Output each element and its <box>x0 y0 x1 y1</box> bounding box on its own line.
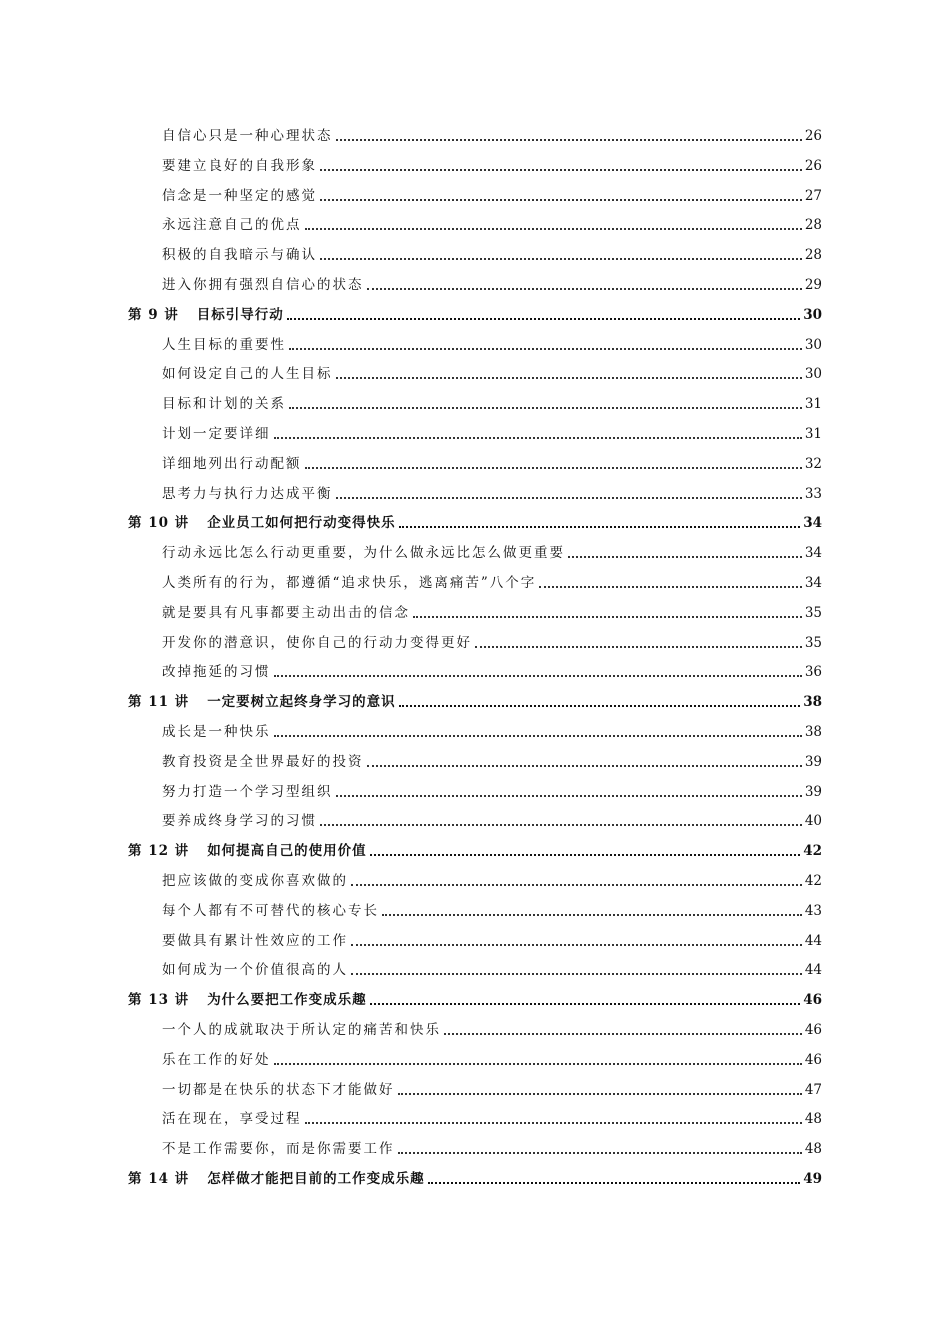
entry-title: 人类所有的行为，都遵循“追求快乐，逃离痛苦”八个字 <box>162 575 537 591</box>
page-number: 34 <box>804 545 822 562</box>
dot-leader <box>305 227 802 230</box>
entry-title: 把应该做的变成你喜欢做的 <box>162 873 348 889</box>
toc-section-entry[interactable] <box>162 452 822 472</box>
dot-leader <box>370 1002 801 1005</box>
toc-section-entry[interactable] <box>162 541 822 561</box>
page-number: 48 <box>804 1111 822 1128</box>
toc-section-entry[interactable] <box>162 720 822 740</box>
dot-leader <box>351 883 802 886</box>
dot-leader <box>444 1032 802 1035</box>
page-number: 38 <box>803 694 822 711</box>
page-number: 31 <box>804 426 822 442</box>
toc-section-entry[interactable] <box>162 124 822 144</box>
dot-leader <box>568 555 802 558</box>
toc-section-entry[interactable] <box>162 243 822 263</box>
toc-section-entry[interactable] <box>162 154 822 174</box>
entry-title: 信念是一种坚定的感觉 <box>162 187 317 204</box>
entry-title: 要养成终身学习的习惯 <box>162 813 317 830</box>
page-number: 46 <box>804 1022 822 1038</box>
entry-title: 乐在工作的好处 <box>162 1051 271 1068</box>
dot-leader <box>413 615 802 618</box>
page-number: 42 <box>804 873 822 889</box>
entry-title: 要建立良好的自我形象 <box>162 157 317 174</box>
entry-title: 一切都是在快乐的状态下才能做好 <box>162 1081 395 1098</box>
entry-title: 如何成为一个价值很高的人 <box>162 962 348 979</box>
toc-section-entry[interactable] <box>162 184 822 204</box>
toc-chapter-entry[interactable] <box>128 511 822 531</box>
toc-section-entry[interactable] <box>162 750 822 770</box>
page-number: 42 <box>803 843 822 860</box>
dot-leader <box>336 138 802 141</box>
entry-title: 每个人都有不可替代的核心专长 <box>162 902 379 919</box>
page-number: 48 <box>804 1141 822 1158</box>
entry-title: 成长是一种快乐 <box>162 724 271 740</box>
dot-leader <box>367 764 802 767</box>
entry-title: 企业员工如何把行动变得快乐 <box>207 515 396 532</box>
toc-section-entry[interactable] <box>162 1018 822 1038</box>
page-number: 35 <box>804 634 822 651</box>
chapter-number: 第 11 讲 <box>128 694 190 711</box>
entry-title: 活在现在，享受过程 <box>162 1111 302 1128</box>
entry-title: 永远注意自己的优点 <box>162 217 302 234</box>
toc-section-entry[interactable] <box>162 1137 822 1157</box>
page-number: 34 <box>803 515 822 532</box>
dot-leader <box>289 347 802 350</box>
page-number: 36 <box>804 664 822 681</box>
page-number: 30 <box>803 306 822 323</box>
page-number: 28 <box>804 217 822 234</box>
entry-title: 为什么要把工作变成乐趣 <box>207 992 367 1009</box>
toc-section-entry[interactable] <box>162 273 822 293</box>
page-number: 46 <box>804 1051 822 1068</box>
entry-title: 改掉拖延的习惯 <box>162 664 271 681</box>
dot-leader <box>320 168 802 171</box>
toc-section-entry[interactable] <box>162 631 822 651</box>
dot-leader <box>274 734 802 737</box>
toc-section-entry[interactable] <box>162 362 822 382</box>
entry-title: 目标和计划的关系 <box>162 396 286 413</box>
page-number: 31 <box>804 396 822 413</box>
dot-leader <box>305 466 802 469</box>
toc-chapter-entry[interactable] <box>128 690 822 710</box>
dot-leader <box>382 913 802 916</box>
toc-section-entry[interactable] <box>162 571 822 591</box>
toc-section-entry[interactable] <box>162 780 822 800</box>
page-number: 44 <box>804 932 822 949</box>
entry-title: 人生目标的重要性 <box>162 336 286 353</box>
dot-leader <box>398 1092 802 1095</box>
toc-chapter-entry[interactable] <box>128 839 822 859</box>
page-number: 29 <box>804 277 822 293</box>
page-number: 32 <box>804 455 822 472</box>
entry-title: 怎样做才能把目前的工作变成乐趣 <box>207 1171 425 1187</box>
toc-section-entry[interactable] <box>162 899 822 919</box>
toc-chapter-entry[interactable] <box>128 988 822 1008</box>
dot-leader <box>274 1062 802 1065</box>
dot-leader <box>475 645 802 648</box>
dot-leader <box>274 674 802 677</box>
dot-leader <box>289 406 802 409</box>
entry-title: 自信心只是一种心理状态 <box>162 128 333 144</box>
chapter-number: 第 13 讲 <box>128 992 190 1009</box>
dot-leader <box>399 525 801 528</box>
entry-title: 积极的自我暗示与确认 <box>162 247 317 264</box>
toc-section-entry[interactable] <box>162 1078 822 1098</box>
toc-section-entry[interactable] <box>162 1048 822 1068</box>
toc-section-entry[interactable] <box>162 213 822 233</box>
entry-title: 不是工作需要你，而是你需要工作 <box>162 1141 395 1158</box>
entry-title: 进入你拥有强烈自信心的状态 <box>162 277 364 293</box>
entry-title: 详细地列出行动配额 <box>162 455 302 472</box>
entry-title: 就是要具有凡事都要主动出击的信念 <box>162 604 410 621</box>
page-number: 26 <box>804 128 822 144</box>
entry-title: 行动永远比怎么行动更重要，为什么做永远比怎么做更重要 <box>162 545 565 562</box>
entry-title: 思考力与执行力达成平衡 <box>162 485 333 502</box>
toc-section-entry[interactable] <box>162 660 822 680</box>
entry-title: 如何设定自己的人生目标 <box>162 366 333 383</box>
page-number: 44 <box>804 962 822 979</box>
toc-section-entry[interactable] <box>162 392 822 412</box>
toc-section-entry[interactable] <box>162 929 822 949</box>
entry-title: 努力打造一个学习型组织 <box>162 783 333 800</box>
page-number: 46 <box>803 992 822 1009</box>
toc-section-entry[interactable] <box>162 482 822 502</box>
page-number: 39 <box>804 783 822 800</box>
dot-leader <box>398 1151 802 1154</box>
dot-leader <box>287 317 800 320</box>
dot-leader <box>336 376 802 379</box>
entry-title: 教育投资是全世界最好的投资 <box>162 753 364 770</box>
chapter-number: 第 9 讲 <box>128 306 179 323</box>
dot-leader <box>320 257 802 260</box>
toc-section-entry[interactable] <box>162 869 822 889</box>
toc-chapter-entry[interactable] <box>128 1167 822 1187</box>
toc-section-entry[interactable] <box>162 333 822 353</box>
entry-title: 开发你的潜意识，使你自己的行动力变得更好 <box>162 634 472 651</box>
page-number: 26 <box>804 157 822 174</box>
dot-leader <box>539 585 802 588</box>
dot-leader <box>336 794 802 797</box>
page-number: 38 <box>804 724 822 740</box>
page-number: 49 <box>803 1171 822 1187</box>
entry-title: 一定要树立起终身学习的意识 <box>207 694 396 711</box>
entry-title: 一个人的成就取决于所认定的痛苦和快乐 <box>162 1022 441 1038</box>
dot-leader <box>305 1121 802 1124</box>
toc-section-entry[interactable] <box>162 958 822 978</box>
page-number: 43 <box>804 902 822 919</box>
dot-leader <box>336 496 802 499</box>
dot-leader <box>320 823 802 826</box>
page-number: 27 <box>804 187 822 204</box>
chapter-number: 第 10 讲 <box>128 515 190 532</box>
toc-section-entry[interactable] <box>162 1107 822 1127</box>
page-number: 34 <box>804 575 822 591</box>
page-number: 35 <box>804 604 822 621</box>
page-number: 47 <box>804 1081 822 1098</box>
dot-leader <box>351 972 802 975</box>
page-number: 30 <box>804 336 822 353</box>
dot-leader <box>320 198 802 201</box>
page-number: 40 <box>804 813 822 830</box>
dot-leader <box>370 853 801 856</box>
entry-title: 如何提高自己的使用价值 <box>207 843 367 860</box>
dot-leader <box>399 704 801 707</box>
toc-chapter-entry[interactable] <box>128 303 822 323</box>
chapter-number: 第 12 讲 <box>128 843 190 860</box>
dot-leader <box>274 436 802 439</box>
dot-leader <box>351 943 802 946</box>
dot-leader <box>367 287 802 290</box>
entry-title: 要做具有累计性效应的工作 <box>162 932 348 949</box>
chapter-number: 第 14 讲 <box>128 1171 190 1187</box>
page-number: 28 <box>804 247 822 264</box>
page-number: 33 <box>804 485 822 502</box>
dot-leader <box>428 1181 801 1184</box>
toc-section-entry[interactable] <box>162 422 822 442</box>
entry-title: 目标引导行动 <box>196 306 284 323</box>
toc-section-entry[interactable] <box>162 601 822 621</box>
page-number: 30 <box>804 366 822 383</box>
page-number: 39 <box>804 753 822 770</box>
toc-section-entry[interactable] <box>162 809 822 829</box>
entry-title: 计划一定要详细 <box>162 426 271 442</box>
